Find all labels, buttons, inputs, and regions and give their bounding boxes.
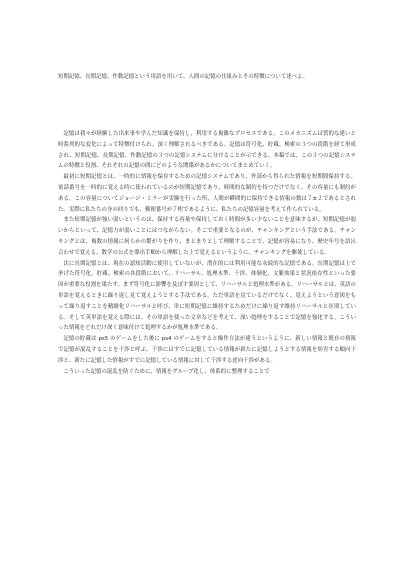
essay-body: [58, 129, 356, 377]
paragraph: 記憶は我々が経験した出来事や学んだ知識を保持し、利用する複雑なプロセスである。このメカニズムは質的な違いと時系列的な変化によって特徴付けられ、深く理解されるべきである。記憶は符号化、貯蔵、検索の３つの段階を経て形成され、短期記憶、長期記憶、作動記憶の３つの記憶システムに分けることが示できる。本稿では、この３つの記憶システムの特徴と役割、それぞれの記憶の間にどのような関係があるかについてまとめていく。: [58, 131, 356, 170]
paragraph: また短期記憶が強い弱いというのは、保持する容量や保持しておく時間が多い少ないことを意味するが、短期記憶が弱いからといって、記憶力が弱いことにはつながらない。そこで重要となるのが、チャンキングという手法である。チャンキングとは、複数の情報に何らかの繋がりを作り、まとまりとして理解することで、記憶が容易になり、歴史年号を語呂合わせで覚える、数学の公式を導出手順から理解した上で覚えるというように、チャンキングを駆使している。: [58, 217, 356, 256]
paragraph: 記憶の貯蔵は ps5 のゲームをした後に ps4 のゲームをすると操作方法が違うというように、新しい情報と既存の情報で記憶が混乱することを干渉と呼ぶ。干渉にはすでに記憶している情報が新たに記憶しようとする情報を妨害する順向干渉と、新たに記憶した情報がすでに記憶している情報に対して干渉する逆向干渉がある。: [58, 336, 356, 364]
paragraph: 次に長期記憶とは、現在の認知活動に使用していないが、潜在的には利用可能な永続的な記憶である。長期記憶は上で挙げた符号化、貯蔵、検索の各段階において、リハーサル、処理水準、干渉、体制化、文脈効果と状況依存性といった要因が重要な役割を果たす。まず符号化に影響を及ぼす要因として、リハーサルと処理水準がある。リハーサルとは、英語の単語を覚えるときに繰り返し見て覚えようとする手法である。ただ単語を見ているだけでなく、覚えようという意図をもって繰り返すことを精緻化リハーサルと呼び、単に短期記憶に維持するためだけに繰り返す維持リハーサルと区別している。そして英単語を覚える際には、その単語を使った文章などを考えて、深い処理をすることで記憶を強化する。こういった情報をどれだけ深く意味付けて処理するかが処理水準である。: [58, 260, 356, 332]
essay-prompt: 短期記憶、長期記憶、作動記憶という用語を用いて、人間の記憶の仕組みとその特徴について述べよ。: [58, 74, 309, 80]
paragraph: こういった記憶の混乱を防ぐために、情報をグループ化し、体系的に整理することで: [63, 368, 270, 375]
paragraph: 最初に短期記憶とは、一時的に情報を保存するための記憶システムであり、外部から得られた情報を短期間保持する。電話番号を一時的に覚える時に使われているのが短期記憶であり、時間的な制約を持つだけでなく、その容量にも制約がある。この容量についてジョージ・ミラーが実験を行った所、人間が瞬間的に保持できる情報の数は７±２であるとされた。実際に私たちの身の回りでも、郵便番号が７桁であるように、私たちの記憶容量を考えて作られている。: [58, 174, 356, 213]
